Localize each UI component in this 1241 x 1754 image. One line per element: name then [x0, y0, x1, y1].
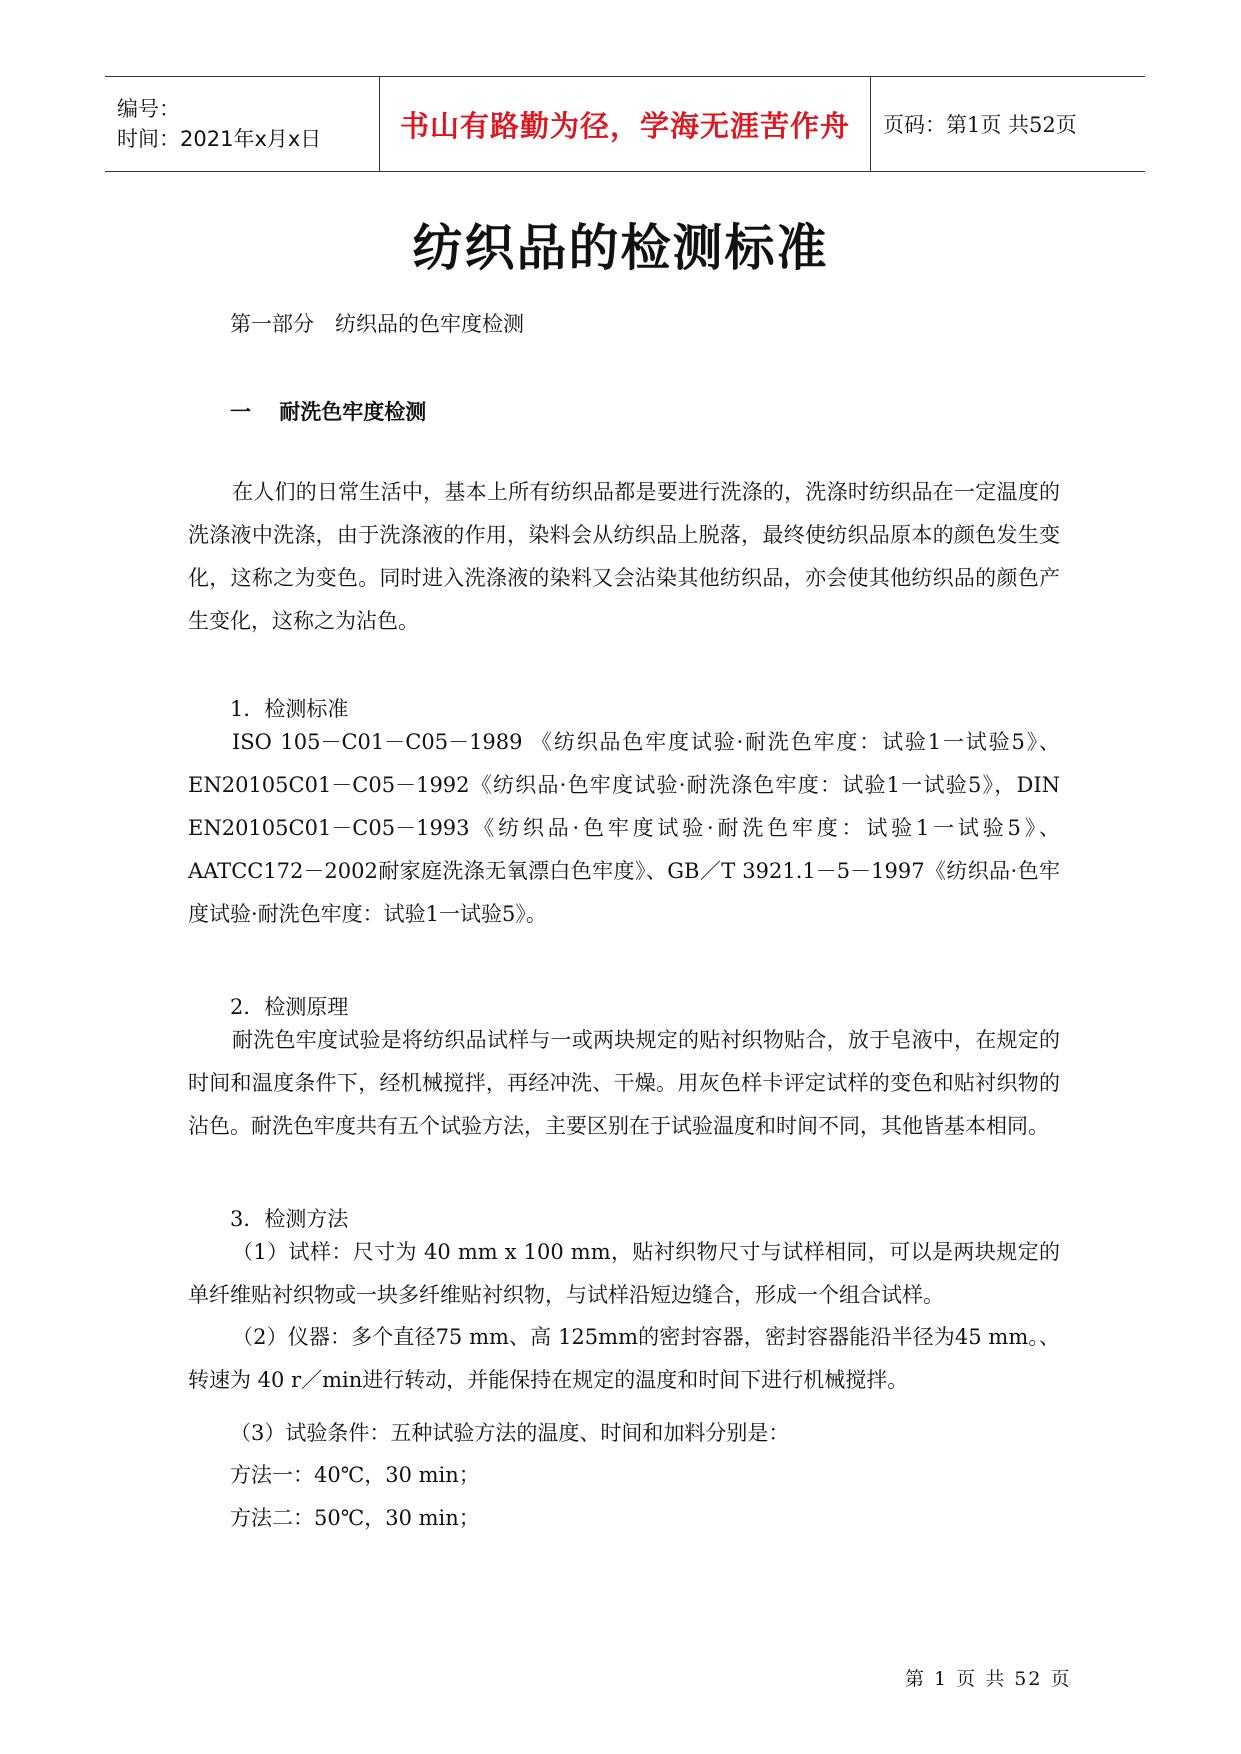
s3-title: 3．检测方法: [230, 1207, 349, 1231]
intro-paragraph: 在人们的日常生活中，基本上所有纺织品都是要进行洗涤的，洗涤时纺织品在一定温度的洗涤液中洗涤，由于洗涤液的作用，染料会从纺织品上脱落，最终使纺织品原本的颜色发生变化，这称之为变色。同时进入洗涤液的染料又会沾染其他纺织品，亦会使其他纺织品的颜色产生变化，这称之为沾色。: [188, 480, 1060, 633]
time-label: 时间：2021年x月x日: [117, 127, 322, 151]
number-label: 编号：: [117, 97, 180, 121]
s3-sample-paragraph: （1）试样：尺寸为 40 mm x 100 mm，贴衬织物尺寸与试样相同，可以是两块规定的单纤维贴衬织物或一块多纤维贴衬织物，与试样沿短边缝合，形成一个组合试样。: [188, 1240, 1060, 1307]
s1-title: 1．检测标准: [230, 697, 349, 721]
header-meta: [105, 77, 380, 171]
s3-apparatus-paragraph: （2）仪器：多个直径75 mm、高 125mm的密封容器，密封容器能沿半径为45 mm。、转速为 40 r／min进行转动，并能保持在规定的温度和时间下进行机械搅拌。: [188, 1325, 1060, 1392]
method-1: 方法一：40℃，30 min；: [230, 1463, 480, 1487]
part-title: 第一部分 纺织品的色牢度检测: [230, 312, 524, 336]
s2-body: 耐洗色牢度试验是将纺织品试样与一或两块规定的贴衬织物贴合，放于皂液中，在规定的时间和温度条件下，经机械搅拌，再经冲洗、干燥。用灰色样卡评定试样的变色和贴衬织物的沾色。耐洗色牢度共有五个试验方法，主要区别在于试验温度和时间不同，其他皆基本相同。: [188, 1028, 1060, 1138]
section-title: 一 耐洗色牢度检测: [230, 400, 427, 424]
page-footer: 第 1 页 共 52 页: [905, 1668, 1072, 1690]
s1-body: ISO 105－C01－C05－1989 《纺织品色牢度试验·耐洗色牢度：试验1一试验5》、EN20105C01－C05－1992《纺织品·色牢度试验·耐洗涤色牢度：试验1一试验5》，DIN EN20105C01－C05－1993《纺织品·色牢度试验·耐洗色牢度：试验1一试验5》、AATCC172－2002耐家庭洗涤无氧漂白色牢度》、GB／T 3921.1－5－1997《纺织品·色牢度试验·耐洗色牢度：试验1一试验5》。: [188, 730, 1060, 926]
method-2: 方法二：50℃，30 min；: [230, 1506, 480, 1530]
document-title: 纺织品的检测标准: [412, 219, 829, 277]
page-header: [105, 76, 1145, 172]
s3-conditions: （3）试验条件：五种试验方法的温度、时间和加料分别是：: [230, 1421, 790, 1445]
header-page-info: 页码：第1页 共52页: [883, 113, 1077, 137]
s2-title: 2．检测原理: [230, 995, 349, 1019]
header-motto: 书山有路勤为径，学海无涯苦作舟: [380, 77, 871, 171]
